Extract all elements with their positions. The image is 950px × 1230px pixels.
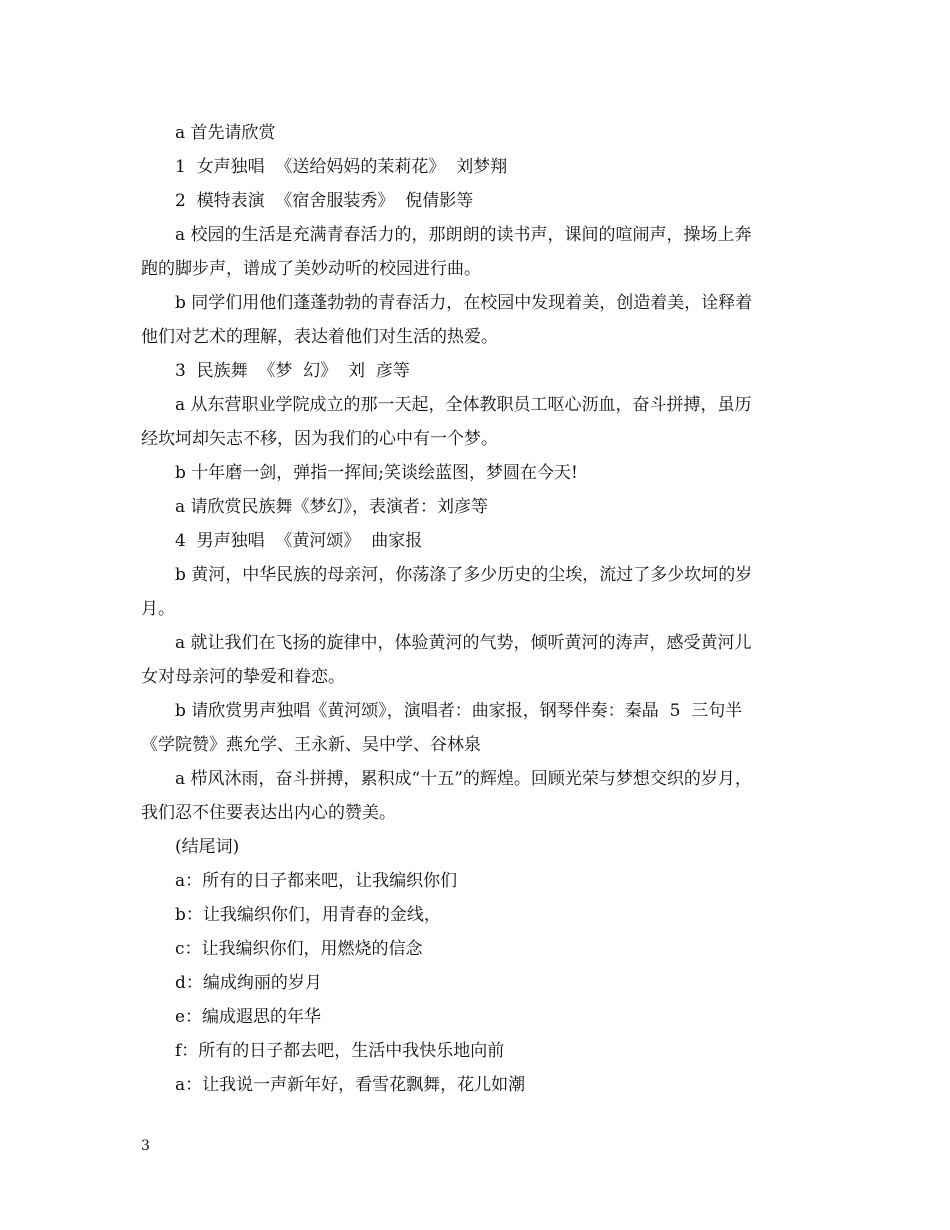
text-line: a：所有的日子都来吧，让我编织你们 bbox=[175, 871, 458, 891]
text-line: 1 女声独唱 《送给妈妈的茉莉花》 刘梦翔 bbox=[175, 157, 508, 177]
text-line: f：所有的日子都去吧，生活中我快乐地向前 bbox=[175, 1041, 505, 1061]
text-line: 3 民族舞 《梦 幻》 刘 彦等 bbox=[175, 361, 410, 381]
text-line: a 首先请欣赏 bbox=[175, 123, 276, 143]
text-line: a：让我说一声新年好，看雪花飘舞，花儿如潮 bbox=[175, 1075, 526, 1095]
text-line: e：编成遐思的年华 bbox=[175, 1007, 322, 1027]
text-line: a 请欣赏民族舞《梦幻》，表演者：刘彦等 bbox=[175, 497, 489, 517]
text-line: b 请欣赏男声独唱《黄河颂》，演唱者：曲家报，钢琴伴奏：秦晶 5 三句半 bbox=[175, 701, 743, 721]
text-line: 月。 bbox=[141, 599, 175, 619]
page-number: 3 bbox=[141, 1138, 150, 1154]
text-line: 我们忍不住要表达出内心的赞美。 bbox=[141, 803, 396, 823]
text-line: c：让我编织你们，用燃烧的信念 bbox=[175, 939, 423, 959]
text-line: 他们对艺术的理解，表达着他们对生活的热爱。 bbox=[141, 327, 498, 347]
text-line: a 就让我们在飞扬的旋律中，体验黄河的气势，倾听黄河的涛声，感受黄河儿 bbox=[175, 633, 752, 653]
text-line: 4 男声独唱 《黄河颂》 曲家报 bbox=[175, 531, 423, 551]
text-line: b：让我编织你们，用青春的金线， bbox=[175, 905, 441, 925]
text-line: 2 模特表演 《宿舍服装秀》 倪倩影等 bbox=[175, 191, 474, 211]
page-body bbox=[141, 116, 821, 1102]
text-line: a 从东营职业学院成立的那一天起，全体教职员工呕心沥血，奋斗拼搏，虽历 bbox=[175, 395, 752, 415]
text-line: a 校园的生活是充满青春活力的，那朗朗的读书声，课间的喧闹声，操场上奔 bbox=[175, 225, 752, 245]
text-line: a 栉风沐雨，奋斗拼搏，累积成“十五”的辉煌。回顾光荣与梦想交织的岁月， bbox=[175, 769, 752, 789]
text-line: 《学院赞》燕允学、王永新、吴中学、谷林泉 bbox=[141, 735, 481, 755]
text-line: b 十年磨一剑，弹指一挥间;笑谈绘蓝图，梦圆在今天! bbox=[175, 463, 578, 483]
text-line: b 黄河，中华民族的母亲河，你荡涤了多少历史的尘埃，流过了多少坎坷的岁 bbox=[175, 565, 753, 585]
text-line: 跑的脚步声，谱成了美妙动听的校园进行曲。 bbox=[141, 259, 481, 279]
text-line: d：编成绚丽的岁月 bbox=[175, 973, 322, 993]
text-line: 女对母亲河的挚爱和眷恋。 bbox=[141, 667, 345, 687]
text-line: (结尾词) bbox=[175, 837, 240, 857]
text-line: 经坎坷却矢志不移，因为我们的心中有一个梦。 bbox=[141, 429, 498, 449]
text-line: b 同学们用他们蓬蓬勃勃的青春活力，在校园中发现着美，创造着美，诠释着 bbox=[175, 293, 753, 313]
